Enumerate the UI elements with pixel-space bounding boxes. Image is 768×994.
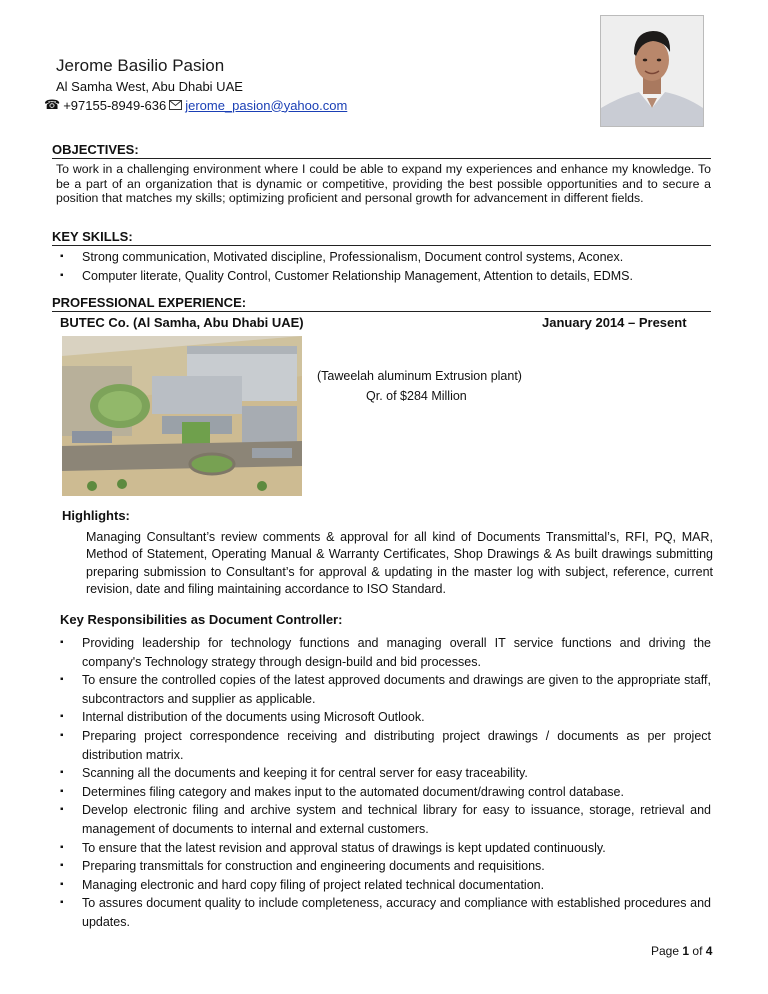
phone-number: +97155-8949-636 bbox=[63, 97, 167, 113]
key-skills-heading: KEY SKILLS: bbox=[52, 229, 711, 246]
list-item: ▪ To assures document quality to include completeness, accuracy and compliance with established procedures and updates. bbox=[56, 894, 711, 931]
page-number bbox=[651, 944, 712, 958]
responsibilities-list bbox=[56, 634, 711, 932]
experience-heading: PROFESSIONAL EXPERIENCE: bbox=[52, 295, 711, 312]
list-item: ▪ To ensure that the latest revision and approval status of drawings is kept updated continuously. bbox=[56, 839, 711, 858]
objectives-text: To work in a challenging environment where I could be able to expand my experiences and enhance my knowledge. To be a part of an organization that is dynamic or competitive, providing the best possible opportunities and to secure a position that matches my skills; optimizing proficient and personal growth for advancement in different fields. bbox=[56, 162, 711, 205]
list-item: ▪ Computer literate, Quality Control, Customer Relationship Management, Attention to details, EDMS. bbox=[56, 267, 716, 286]
email-link[interactable]: jerome_pasion@yahoo.com bbox=[185, 97, 348, 113]
list-item: ▪ Preparing transmittals for construction and engineering documents and requisitions. bbox=[56, 857, 711, 876]
skills-list bbox=[56, 248, 716, 285]
page-current: 1 bbox=[682, 944, 690, 958]
plant-aerial-image bbox=[62, 336, 302, 496]
candidate-address: Al Samha West, Abu Dhabi UAE bbox=[56, 79, 243, 94]
employment-period: January 2014 – Present bbox=[542, 315, 687, 330]
list-item: ▪ To ensure the controlled copies of the latest approved documents and drawings are given to the appropriate staff, subcontractors and supplier as applicable. bbox=[56, 671, 711, 708]
phone-icon: ☎ bbox=[44, 97, 61, 112]
contact-line bbox=[44, 97, 347, 113]
envelope-icon bbox=[169, 100, 182, 110]
highlights-text: Managing Consultant’s review comments & approval for all kind of Documents Transmittal’s, RFI, PQ, MAR, Method of Statement, Operating Manual & Warranty Certificates, Shop Drawings & As built drawings submitting preparing submission to Consultant’s for approval & updating in the master log with subject, reference, current revision, date and filing maintaining accordance to ISO Standard. bbox=[86, 530, 713, 597]
profile-photo bbox=[600, 15, 704, 127]
company-name: BUTEC Co. (Al Samha, Abu Dhabi UAE) bbox=[60, 315, 304, 330]
list-item: ▪ Develop electronic filing and archive system and technical library for easy to issuance, storage, retrieval and management of documents to internal and external customers. bbox=[56, 801, 711, 838]
list-item: ▪ Internal distribution of the documents using Microsoft Outlook. bbox=[56, 708, 711, 727]
project-name: (Taweelah aluminum Extrusion plant) bbox=[317, 369, 522, 383]
objectives-heading: OBJECTIVES: bbox=[52, 142, 711, 159]
list-item: ▪ Strong communication, Motivated discipline, Professionalism, Document control systems, Aconex. bbox=[56, 248, 716, 267]
list-item: ▪ Preparing project correspondence receiving and distributing project drawings / documents as per project distribution matrix. bbox=[56, 727, 711, 764]
responsibilities-heading: Key Responsibilities as Document Controller: bbox=[60, 612, 343, 627]
of-label: of bbox=[692, 944, 703, 958]
project-value: Qr. of $284 Million bbox=[366, 389, 467, 403]
highlights-heading: Highlights: bbox=[62, 508, 130, 523]
page-label: Page bbox=[651, 944, 680, 958]
list-item: ▪ Scanning all the documents and keeping it for central server for easy traceability. bbox=[56, 764, 711, 783]
list-item: ▪ Providing leadership for technology functions and managing overall IT service functions and driving the company's Technology strategy through design-build and bid processes. bbox=[56, 634, 711, 671]
list-item: ▪ Determines filing category and makes input to the automated document/drawing control database. bbox=[56, 783, 711, 802]
list-item: ▪ Managing electronic and hard copy filing of project related technical documentation. bbox=[56, 876, 711, 895]
candidate-name: Jerome Basilio Pasion bbox=[56, 56, 225, 75]
page-total: 4 bbox=[705, 944, 713, 958]
